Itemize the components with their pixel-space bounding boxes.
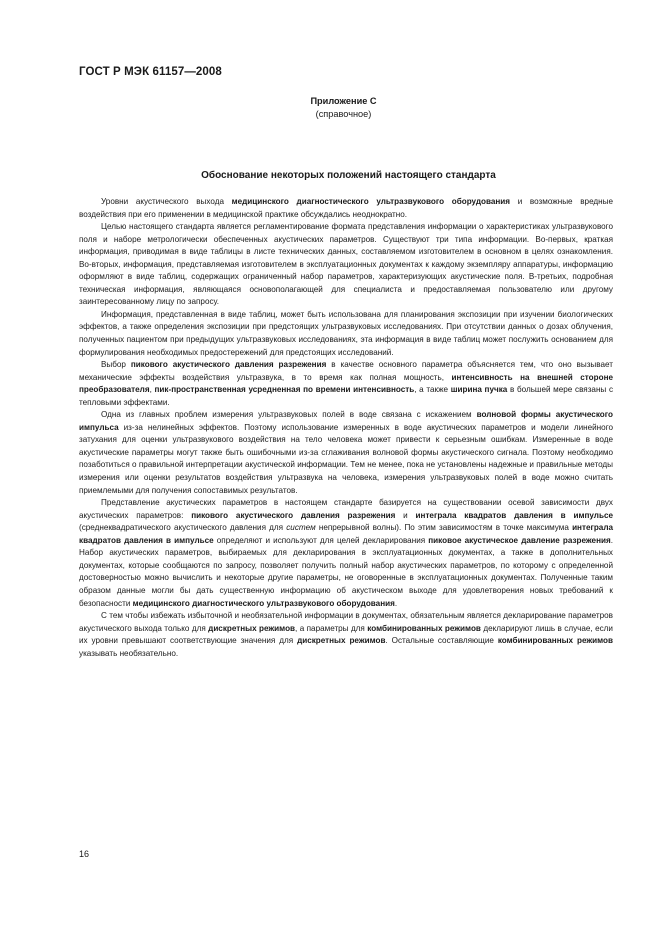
text-run: непрерывной волны). По этим зависимостям в точке максимума [315,523,573,533]
text-run: Уровни акустического выхода [101,197,232,206]
bold-term: комбинированных режимов [497,636,613,646]
italic-term: систем [286,523,316,533]
text-run: Одна из главных проблем измерения ультразвуковых полей в воде связана с искажением [101,410,477,420]
paragraph [79,610,613,660]
paragraph [79,409,613,497]
document-standard-code: ГОСТ Р МЭК 61157—2008 [79,66,222,78]
bold-term: пиковое акустическое давление разрежения [428,535,611,545]
bold-term: ширина пучка [450,385,508,395]
body-text [79,196,613,660]
bold-term: комбинированных режимов [367,623,481,633]
bold-term: пик-пространственная усредненная по времени интенсивность [154,385,415,395]
paragraph [79,497,613,610]
bold-term: волновой формы акустического импульса [79,410,613,432]
text-run: Представление акустических параметров в настоящем стандарте базируется на существовании осевой зависимости двух акустических параметров: [79,498,613,520]
paragraph [79,221,613,309]
text-run: и возможные вредные воздействия при его применении в медицинской практике обсуждались неоднократно. [79,197,613,219]
text-run: . Остальные составляющие [385,636,498,646]
text-run: . [394,598,398,608]
appendix-title: Приложение С [310,96,377,106]
text-run: в большей мере связаны с тепловыми эффектами. [79,385,614,407]
bold-term: медицинского диагностического ультразвукового оборудования [231,197,511,206]
section-title: Обоснование некоторых положений настоящего стандарта [201,170,496,181]
text-run: , а параметры для [295,623,368,633]
appendix-block [0,95,661,121]
text-run: С тем чтобы избежать избыточной и необязательной информации в документах, обязательным является декларирование параметров акустического выхода только для [79,611,613,633]
text-run: из-за нелинейных эффектов. Поэтому использование измеренных в воде акустических параметров и модели линейного затухания для оценки ультразвукового воздействия на тело человека может привести к серьезным ошибкам. Измеренные в воде акустические параметры могут также быть ошибочными из-за сглаживания волновой формы акустического сигнала. Поэтому необходимо позаботиться о правильной интерпретации акустической информации. Тем не менее, пока не установлены надежные и правильные методы измерения или оценки результатов воздействия ультразвука на человека, измерения ультразвуковых полей в воде можно считать приемлемыми для получения сопоставимых результатов. [79,422,613,495]
text-run: Целью настоящего стандарта является регламентирование формата представления информации о характеристиках ультразвукового поля и наборе метрологически обеспеченных акустических параметров. Существуют три типа информации. Во-первых, краткая информация, приводимая в виде таблицы в листе технических данных, составляемом изготовителем в основном в целях ознакомления. Во-вторых, информация, представляемая изготовителем в эксплуатационных документах к каждому экземпляру аппаратуры, информацию оформляют в виде таблиц, содержащих ограниченный набор параметров, характеризующих акустические поля. В-третьих, подробная техническая информация, являющаяся основополагающей для специалиста и предоставляемая пользователю или другому заинтересованному лицу по запросу. [79,222,613,307]
text-run: в качестве основного параметра объясняется тем, что оно вызывает механические эффекты воздействия ультразвука, в то время как полная мощность, [79,360,613,382]
text-run: , а также [414,385,451,395]
text-run: декларируют лишь в случае, если их уровни превышают соответствующие значения для [79,623,613,646]
text-run: (среднеквадратического акустического давления для [79,523,287,533]
text-run: и [395,510,416,520]
bold-term: медицинского диагностического ультразвукового оборудования [132,598,395,608]
text-run: , [149,385,155,395]
appendix-subtitle: (справочное) [315,109,372,119]
page-number: 16 [79,849,90,859]
bold-term: пикового акустического давления разрежения [130,360,327,370]
bold-term: интеграла квадратов давления в импульсе [79,523,614,545]
paragraph [79,359,613,409]
text-run: Выбор [101,360,131,370]
text-run: Информация, представленная в виде таблиц, может быть использована для планирования экспозиции при изучении биологических эффектов, а также определения экспозиции при предстоящих ультразвуковых исследованиях. При отсутствии данных о дозах облучения, полученных пациентом при предыдущих ультразвуковых исследованиях, эта информация в виде таблиц может послужить основанием для формулирования необходимых предостережений для предстоящих исследований. [79,309,613,357]
bold-term: пикового акустического давления разрежения [191,510,396,520]
text-run: указывать необязательно. [79,648,179,658]
paragraph [79,196,613,221]
bold-term: интеграла квадратов давления в импульсе [415,510,613,520]
text-run: определяют и используют для целей декларирования [213,535,429,545]
paragraph [79,309,613,359]
bold-term: дискретных режимов [208,623,296,633]
bold-term: интенсивность на внешней стороне преобразователя [79,372,613,395]
text-run: . Набор акустических параметров, выбираемых для декларирования в эксплуатационных документах, а также в дополнительных документах, которые сообщаются по запросу, позволяет получить полный набор акустических параметров, по которому с определенной достоверностью можно вычислить и некоторые другие параметры, не оговоренные в эксплуатационных документах. Полученные таким образом данные могли бы дать существенную информацию об акустическом выходе для удовлетворения новых требований к безопасности [79,535,613,608]
bold-term: дискретных режимов [297,636,386,646]
